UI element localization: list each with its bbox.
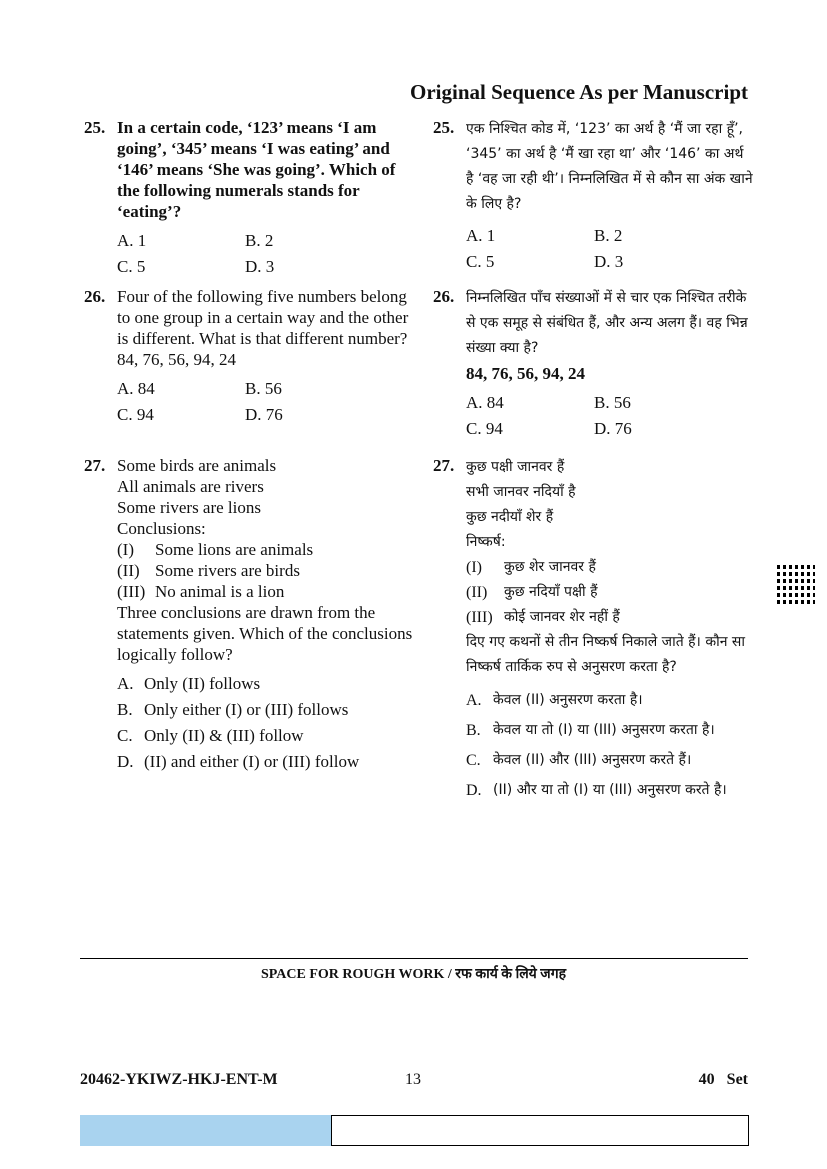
- hindi-column: [433, 117, 753, 808]
- options: [466, 688, 753, 803]
- page-header-title: Original Sequence As per Manuscript: [410, 80, 748, 104]
- question-number: 26.: [433, 287, 455, 306]
- conclusion-text: कुछ शेर जानवर हैं: [504, 559, 596, 575]
- conclusion: [117, 560, 414, 581]
- question-text: Three conclusions are drawn from the statements given. Which of the conclusions logically follow?: [117, 603, 413, 664]
- set-label: 40 Set: [698, 1071, 748, 1088]
- option-c[interactable]: C. 5: [117, 257, 146, 276]
- option-d[interactable]: [117, 751, 414, 772]
- option-letter: C.: [466, 752, 481, 769]
- conclusion: [117, 581, 414, 602]
- option-c[interactable]: [466, 748, 753, 773]
- option-d[interactable]: [466, 778, 753, 803]
- conclusion: [117, 539, 414, 560]
- option-d[interactable]: D. 3: [245, 257, 275, 276]
- option-letter: D.: [466, 782, 482, 799]
- rough-work-label: SPACE FOR ROUGH WORK / रफ कार्य के लिये जगह: [260, 967, 567, 982]
- option-text: Only (II) follows: [144, 674, 261, 693]
- question-text: निम्नलिखित पाँच संख्याओं में से चार एक निश्चित तरीके से एक समूह से संबंधित हैं, और अन्य अलग हैं। वह भिन्न संख्या क्या है?: [466, 290, 748, 356]
- conclusion: [466, 555, 753, 580]
- question-27-en: [84, 455, 414, 772]
- conclusion-text: Some lions are animals: [155, 540, 314, 559]
- statement: Some rivers are lions: [117, 498, 261, 517]
- options: [117, 673, 414, 772]
- english-column: [84, 117, 414, 777]
- option-text: Only either (I) or (III) follows: [144, 700, 349, 719]
- option-letter: C.: [117, 726, 133, 745]
- statement: कुछ नदीयाँ शेर हैं: [466, 509, 554, 525]
- option-letter: D.: [117, 752, 134, 771]
- option-c[interactable]: C. 94: [117, 405, 154, 424]
- option-letter: A.: [117, 674, 134, 693]
- conclusion-text: Some rivers are birds: [155, 561, 300, 580]
- option-b[interactable]: B. 56: [594, 393, 631, 412]
- conclusion: [466, 605, 753, 630]
- option-c[interactable]: C. 94: [466, 419, 503, 438]
- conclusion-number: (I): [117, 540, 134, 559]
- question-text: एक निश्चित कोड में, ‘123’ का अर्थ है ‘मैं जा रहा हूँ’, ‘345’ का अर्थ है ‘मैं खा रहा था’ और ‘146’ का अर्थ है ‘वह जा रही थी’। निम्नलिखित में से कौन सा अंक खाने के लिए है?: [466, 121, 753, 212]
- option-b[interactable]: [117, 699, 414, 720]
- options: [117, 378, 414, 425]
- conclusion-number: (I): [466, 559, 482, 576]
- options: [466, 392, 753, 439]
- question-number: 27.: [433, 456, 455, 475]
- option-b[interactable]: B. 56: [245, 379, 282, 398]
- option-a[interactable]: A. 84: [117, 379, 155, 398]
- option-text: Only (II) & (III) follow: [144, 726, 304, 745]
- conclusion-text: कोई जानवर शेर नहीं हैं: [504, 609, 620, 625]
- conclusion-text: No animal is a lion: [155, 582, 285, 601]
- question-number: 26.: [84, 287, 106, 306]
- conclusion-number: (II): [117, 561, 140, 580]
- statement: All animals are rivers: [117, 477, 264, 496]
- conclusion-number: (III): [117, 582, 146, 601]
- question-text: In a certain code, ‘123’ means ‘I am going’, ‘345’ means ‘I was eating’ and ‘146’ means ‘She was going’. Which of the following numerals stands for ‘eating’?: [117, 118, 396, 221]
- page-number: 13: [405, 1071, 421, 1088]
- option-b[interactable]: [466, 718, 753, 743]
- option-b[interactable]: B. 2: [594, 226, 623, 245]
- question-number: 27.: [84, 456, 106, 475]
- statement: कुछ पक्षी जानवर हैं: [466, 459, 565, 475]
- statement: सभी जानवर नदियाँ है: [466, 484, 576, 500]
- conclusion-number: (II): [466, 584, 488, 601]
- conclusion: [466, 580, 753, 605]
- question-27-hi: [433, 455, 753, 803]
- question-25-en: [84, 117, 414, 286]
- option-c[interactable]: C. 5: [466, 252, 495, 271]
- question-number: 25.: [433, 118, 455, 137]
- option-d[interactable]: D. 76: [594, 419, 632, 438]
- option-letter: B.: [466, 722, 481, 739]
- question-text: दिए गए कथनों से तीन निष्कर्ष निकाले जाते हैं। कौन सा निष्कर्ष तार्किक रुप से अनुसरण करता है?: [466, 634, 746, 675]
- option-letter: A.: [466, 692, 482, 709]
- option-text: केवल (II) अनुसरण करता है।: [493, 692, 643, 708]
- blue-bar: [80, 1115, 331, 1146]
- option-d[interactable]: D. 3: [594, 252, 624, 271]
- question-26-hi: [433, 286, 753, 455]
- conclusions-label: निष्कर्ष:: [466, 534, 506, 550]
- option-b[interactable]: B. 2: [245, 231, 274, 250]
- options: [466, 225, 753, 272]
- question-number: 25.: [84, 118, 106, 137]
- options: [117, 230, 414, 277]
- empty-box: [331, 1115, 749, 1146]
- question-text: Four of the following five numbers belong to one group in a certain way and the other is different. What is that different number?: [117, 287, 409, 348]
- number-list: 84, 76, 56, 94, 24: [117, 350, 236, 369]
- question-26-en: [84, 286, 414, 455]
- paper-code: 20462-YKIWZ-HKJ-ENT-M: [80, 1071, 278, 1088]
- option-a[interactable]: [117, 673, 414, 694]
- option-c[interactable]: [117, 725, 414, 746]
- option-a[interactable]: A. 1: [466, 226, 496, 245]
- option-a[interactable]: [466, 688, 753, 713]
- option-text: केवल (II) और (III) अनुसरण करते हैं।: [493, 752, 692, 768]
- statement: Some birds are animals: [117, 456, 277, 475]
- option-a[interactable]: A. 84: [466, 393, 504, 412]
- conclusion-text: कुछ नदियाँ पक्षी हैं: [504, 584, 598, 600]
- option-d[interactable]: D. 76: [245, 405, 283, 424]
- option-a[interactable]: A. 1: [117, 231, 147, 250]
- conclusion-number: (III): [466, 609, 493, 626]
- option-text: (II) and either (I) or (III) follow: [144, 752, 360, 771]
- option-text: (II) और या तो (I) या (III) अनुसरण करते है।: [493, 782, 727, 798]
- conclusions-label: Conclusions:: [117, 519, 206, 538]
- number-list: 84, 76, 56, 94, 24: [466, 364, 585, 383]
- option-letter: B.: [117, 700, 133, 719]
- option-text: केवल या तो (I) या (III) अनुसरण करता है।: [493, 722, 715, 738]
- qr-code-icon: [777, 564, 815, 604]
- divider: [80, 958, 748, 959]
- question-25-hi: [433, 117, 753, 286]
